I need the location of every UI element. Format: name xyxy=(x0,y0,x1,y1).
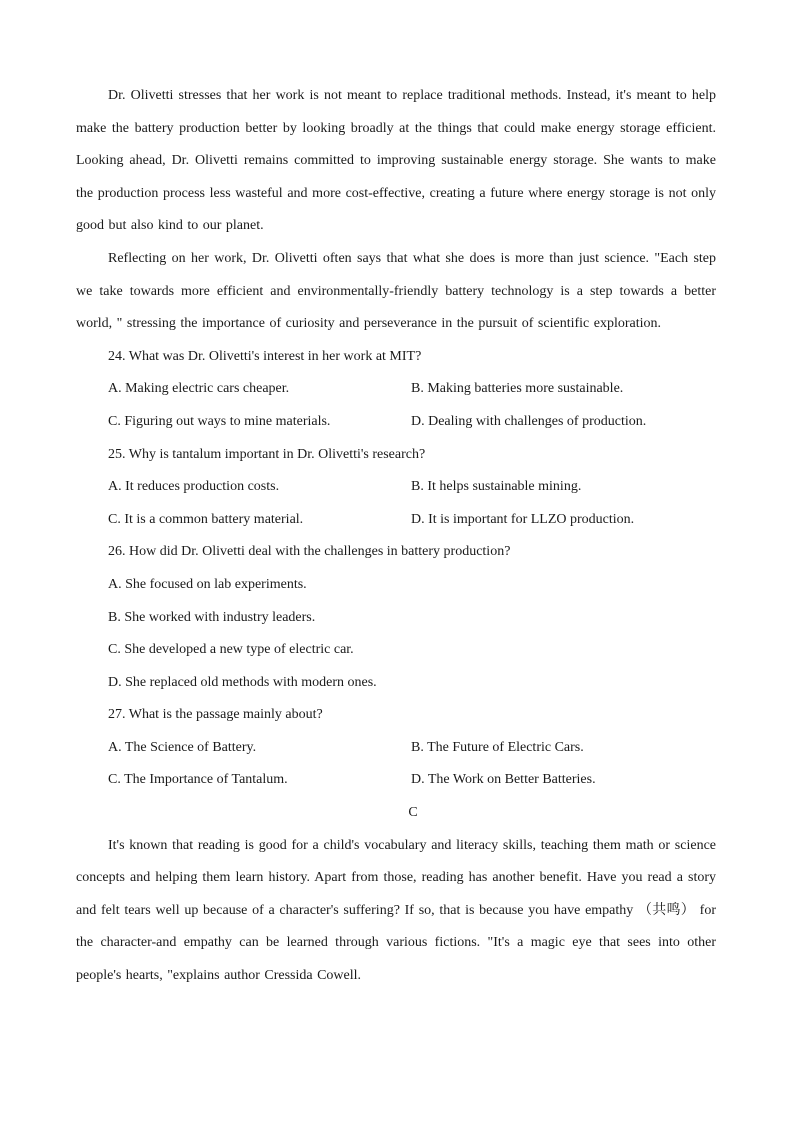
question-25-stem: 25. Why is tantalum important in Dr. Olivetti's research? xyxy=(108,446,426,462)
question-24-option-b: B. Making batteries more sustainable. xyxy=(411,381,624,397)
question-26-option-d: D. She replaced old methods with modern ones. xyxy=(108,674,377,690)
passage-b-paragraph-2: Reflecting on her work, Dr. Olivetti often says that what she does is more than just science. "Each step we take towards more efficient and environmentally-friendly battery technology is a step towards a better world, " stressing the importance of curiosity and perseverance in the pursuit of scientific exploration. xyxy=(76,250,716,332)
question-24-option-c: C. Figuring out ways to mine materials. xyxy=(108,413,331,429)
question-24-options-cd xyxy=(76,406,716,439)
question-26-stem: 26. How did Dr. Olivetti deal with the challenges in battery production? xyxy=(108,544,511,560)
question-27-stem: 27. What is the passage mainly about? xyxy=(108,707,323,723)
question-24-stem: 24. What was Dr. Olivetti's interest in her work at MIT? xyxy=(108,348,422,364)
question-27-option-d: D. The Work on Better Batteries. xyxy=(411,772,596,788)
question-25-option-b: B. It helps sustainable mining. xyxy=(411,479,582,495)
passage-c-paragraph-1: It's known that reading is good for a child's vocabulary and literacy skills, teaching them math or science concepts and helping them learn history. Apart from those, reading has another benefit. Have you read a story and felt tears well up because of a character's suffering? If so, that is because you have empathy （共鸣） for the character-and empathy can be learned through various fictions. "It's a magic eye that sees into other people's hearts, "explains author Cressida Cowell. xyxy=(76,837,716,984)
question-25-options-cd xyxy=(76,504,716,537)
question-27-option-a: A. The Science of Battery. xyxy=(108,739,257,755)
question-25-option-a: A. It reduces production costs. xyxy=(108,479,280,495)
question-24-option-a: A. Making electric cars cheaper. xyxy=(108,381,290,397)
question-26-option-a: A. She focused on lab experiments. xyxy=(108,576,307,592)
question-27-option-c: C. The Importance of Tantalum. xyxy=(108,772,288,788)
page-content xyxy=(76,80,716,993)
question-24-option-d: D. Dealing with challenges of production. xyxy=(411,413,647,429)
question-24-options-ab xyxy=(76,373,716,406)
question-25-options-ab xyxy=(76,471,716,504)
passage-b-paragraph-1: Dr. Olivetti stresses that her work is not meant to replace traditional methods. Instead, it's meant to help make the battery production better by looking broadly at the things that could make energy storage efficient. Looking ahead, Dr. Olivetti remains committed to improving sustainable energy storage. She wants to make the production process less wasteful and more cost-effective, creating a future where energy storage is not only good but also kind to our planet. xyxy=(76,88,716,234)
question-27-option-b: B. The Future of Electric Cars. xyxy=(411,739,584,755)
question-27-options-ab xyxy=(76,732,716,765)
question-25-option-d: D. It is important for LLZO production. xyxy=(411,511,635,527)
section-heading-c: C xyxy=(408,805,418,821)
question-26-option-c: C. She developed a new type of electric car. xyxy=(108,642,354,658)
question-25-option-c: C. It is a common battery material. xyxy=(108,511,304,527)
question-26-option-b: B. She worked with industry leaders. xyxy=(108,609,316,625)
question-27-options-cd xyxy=(76,764,716,797)
